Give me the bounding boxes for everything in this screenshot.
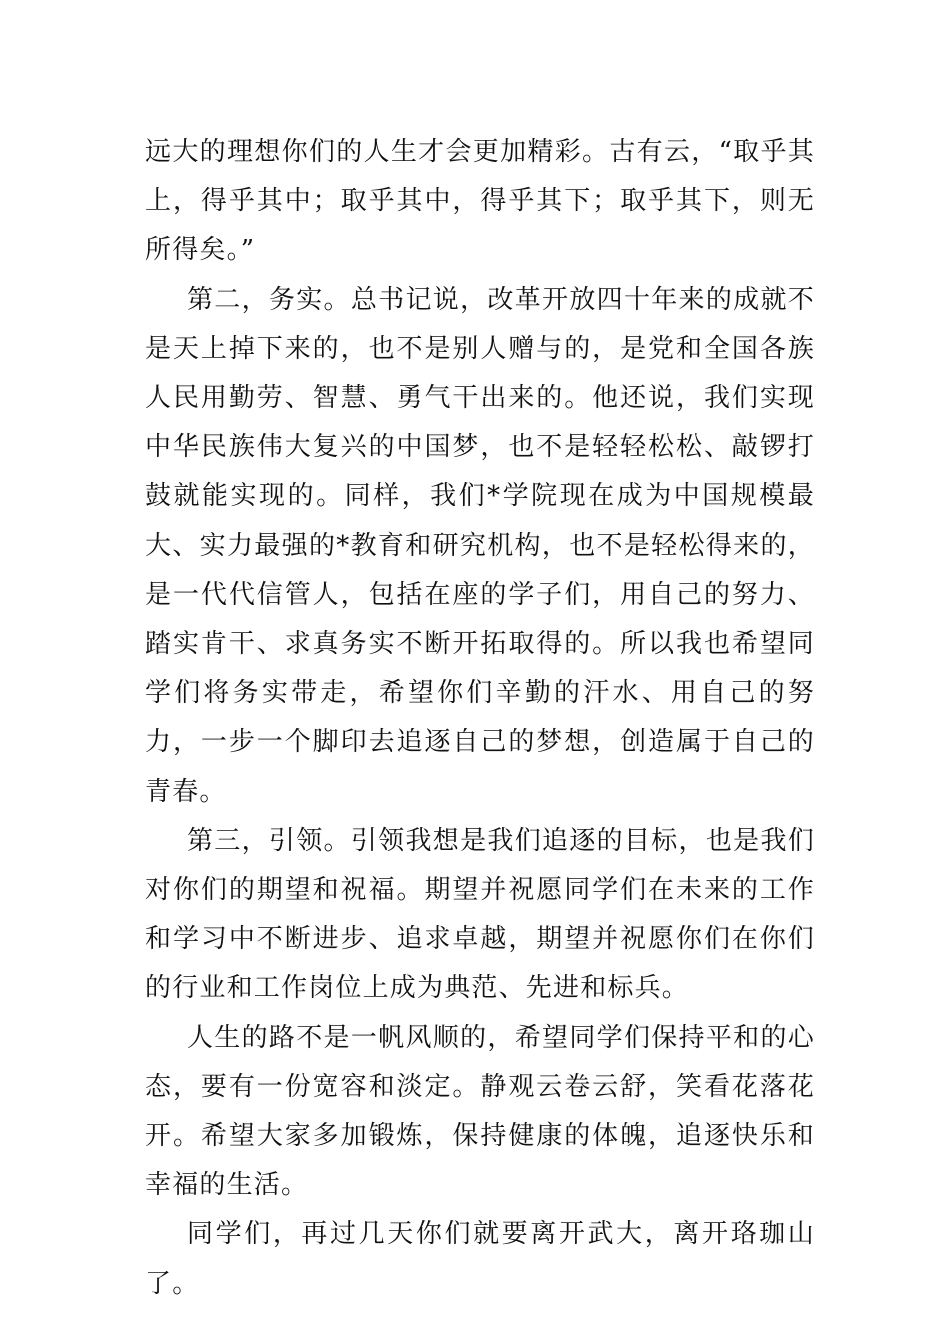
paragraph-third-leading: 第三，引领。引领我想是我们追逐的目标，也是我们对你们的期望和祝福。期望并祝愿同学们在未来的工作和学习中不断进步、追求卓越，期望并祝愿你们在你们的行业和工作岗位上成为典范、先进和标兵。: [145, 825, 815, 1004]
paragraph-farewell: 同学们，再过几天你们就要离开武大，离开珞珈山了。: [145, 1219, 815, 1299]
paragraph-second-pragmatic: 第二，务实。总书记说，改革开放四十年来的成就不是天上掉下来的，也不是别人赠与的，是党和全国各族人民用勤劳、智慧、勇气干出来的。他还说，我们实现中华民族伟大复兴的中国梦，也不是轻轻松松、敲锣打鼓就能实现的。同样，我们*学院现在成为中国规模最大、实力最强的*教育和研究机构，也不是轻松得来的，是一代代信管人，包括在座的学子们，用自己的努力、踏实肯干、求真务实不断开拓取得的。所以我也希望同学们将务实带走，希望你们辛勤的汗水、用自己的努力，一步一个脚印去追逐自己的梦想，创造属于自己的青春。: [145, 284, 815, 807]
paragraph-life-road: 人生的路不是一帆风顺的，希望同学们保持平和的心态，要有一份宽容和淡定。静观云卷云舒，笑看花落花开。希望大家多加锻炼，保持健康的体魄，追逐快乐和幸福的生活。: [145, 1022, 815, 1201]
paragraph-ideal-continuation: 远大的理想你们的人生才会更加精彩。古有云，“取乎其上，得乎其中；取乎其中，得乎其下；取乎其下，则无所得矣。”: [145, 137, 815, 266]
body-text: [145, 128, 815, 1309]
